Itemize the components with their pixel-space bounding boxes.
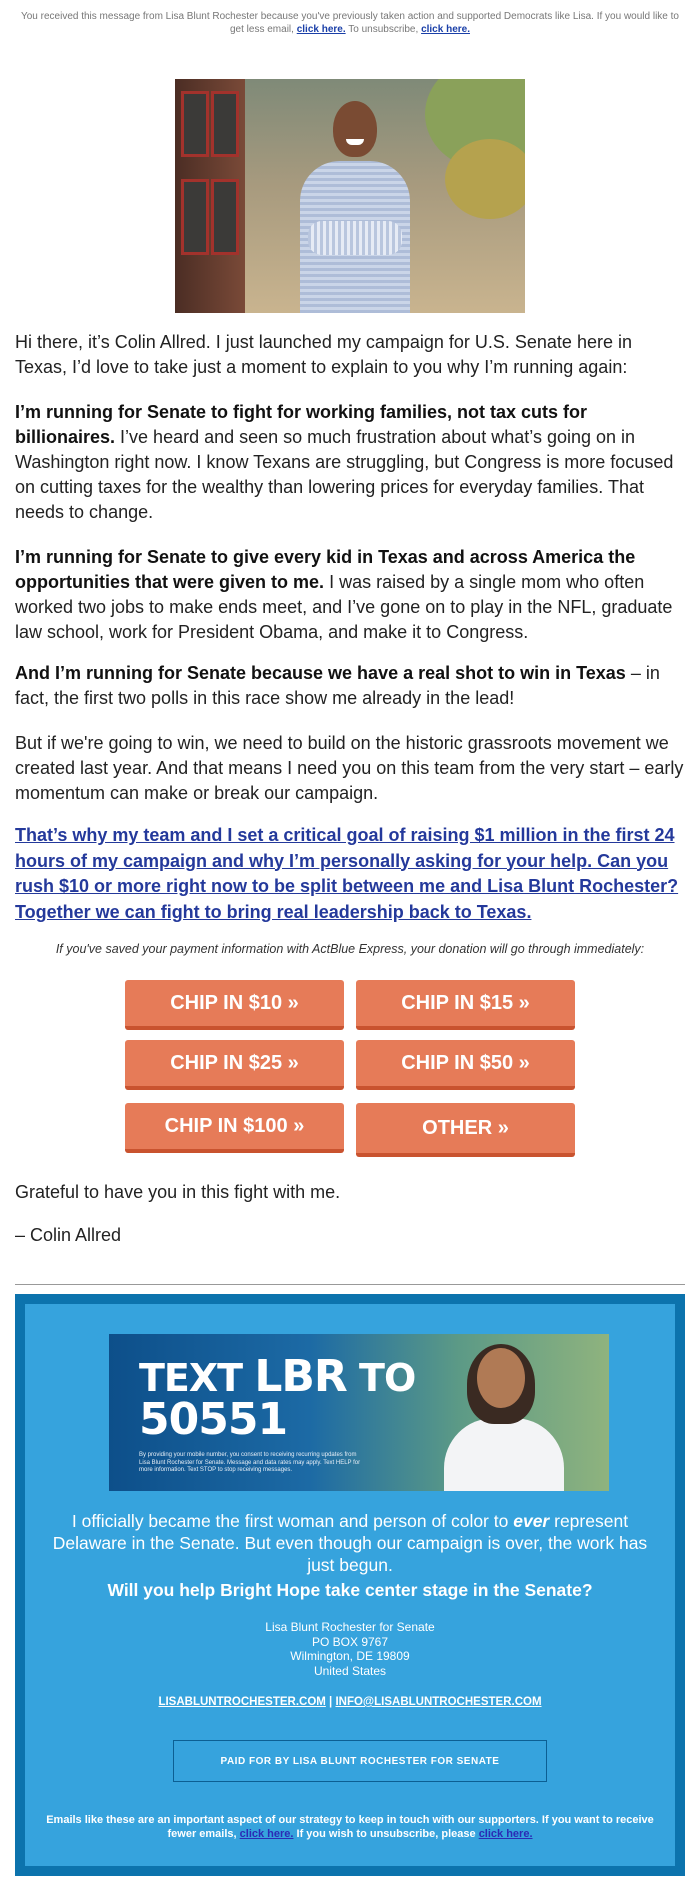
link-separator: | <box>325 1696 336 1708</box>
banner-fine-print: By providing your mobile number, you consent to receiving recurring updates from Lisa Blunt Rochester for Senate. Message and data rates may apply. Text HELP for more information. Text STOP to stop receiving messages. <box>139 1452 361 1473</box>
unsubscribe-text: Emails like these are an important aspect of our strategy to keep in touch with our supporters. If you want to receive fewer emails, <box>46 1814 654 1840</box>
address-line: Lisa Blunt Rochester for Senate <box>265 1620 435 1634</box>
hero-photo <box>175 79 525 313</box>
address-line: Wilmington, DE 19809 <box>290 1649 410 1663</box>
unsubscribe-link[interactable]: click here. <box>421 24 470 35</box>
preheader <box>20 10 680 36</box>
banner-shortcode: 50551 <box>139 1394 288 1445</box>
paragraph-text: – in fact, the first two polls in this race show me already in the lead! <box>15 663 660 708</box>
signature: – Colin Allred <box>15 1225 122 1245</box>
address-line: PO BOX 9767 <box>311 1634 389 1649</box>
photo-window <box>181 91 209 157</box>
paid-for-disclaimer: PAID FOR BY LISA BLUNT ROCHESTER FOR SENATE <box>173 1740 547 1782</box>
other-amount-button[interactable]: OTHER » <box>356 1103 575 1157</box>
intro-paragraph: Hi there, it’s Colin Allred. I just launched my campaign for U.S. Senate here in Texas, I’d love to take just a moment to explain to you why I’m running again: <box>15 332 632 377</box>
chip-in-10-button[interactable]: CHIP IN $10 » <box>125 980 344 1030</box>
banner-headline <box>139 1351 416 1445</box>
banner-text: TEXT <box>139 1356 255 1400</box>
chip-in-100-button[interactable]: CHIP IN $100 » <box>125 1103 344 1153</box>
paragraph-bold: I’m running for Senate to fight for working families, not tax cuts for billionaires. <box>15 402 588 447</box>
mailing-address <box>45 1620 655 1678</box>
paragraph-grassroots: But if we're going to win, we need to build on the historic grassroots movement we created last year. And that means I need you on this team from the very start – early momentum can make or break our campaign. <box>15 733 684 803</box>
paragraph-working-families <box>15 400 685 525</box>
closing-line: Grateful to have you in this fight with me. <box>15 1182 341 1202</box>
paragraph-bold: I’m running for Senate to give every kid in Texas and across America the opportunities that were given to me. <box>15 547 636 592</box>
banner-photo-person <box>439 1348 569 1491</box>
footer-message-emphasis: ever <box>513 1511 550 1531</box>
address-line: United States <box>313 1663 387 1678</box>
donate-cta-link[interactable]: That’s why my team and I set a critical goal of raising $1 million in the first 24 hours of my campaign and why I’m personally asking for your help. Can you rush $10 or more right now to be split between me and Lisa Blunt Rochester? Together we can fight to bring real leadership back to Texas. <box>15 825 679 922</box>
divider <box>15 1284 685 1285</box>
footer-message <box>45 1510 655 1576</box>
unsubscribe-text: If you wish to unsubscribe, please <box>296 1827 476 1840</box>
footer <box>15 1294 685 1876</box>
footer-links <box>45 1696 655 1708</box>
text-to-join-banner[interactable] <box>109 1334 609 1491</box>
fewer-emails-link[interactable]: click here. <box>239 1827 294 1840</box>
photo-person <box>300 101 410 313</box>
less-email-link[interactable]: click here. <box>296 24 346 35</box>
chip-in-15-button[interactable]: CHIP IN $15 » <box>356 980 575 1030</box>
footer-unsubscribe-link[interactable]: click here. <box>478 1827 533 1840</box>
website-link[interactable]: LISABLUNTROCHESTER.COM <box>158 1696 326 1708</box>
photo-window <box>211 179 239 255</box>
banner-keyword: LBR <box>254 1351 347 1402</box>
email-link[interactable]: INFO@LISABLUNTROCHESTER.COM <box>335 1696 542 1708</box>
chip-in-25-button[interactable]: CHIP IN $25 » <box>125 1040 344 1090</box>
chip-in-50-button[interactable]: CHIP IN $50 » <box>356 1040 575 1090</box>
footer-unsubscribe <box>45 1814 655 1841</box>
photo-window <box>211 91 239 157</box>
footer-message-text: represent Delaware in the Senate. But even though our campaign is over, the work has just begun. <box>52 1511 648 1575</box>
preheader-text: You received this message from Lisa Blunt Rochester because you've previously taken action and supported Democrats like Lisa. If you would like to get less email, <box>20 11 679 35</box>
banner-text: TO <box>346 1356 416 1400</box>
paragraph-bold: And I’m running for Senate because we have a real shot to win in Texas <box>15 663 626 683</box>
photo-window <box>181 179 209 255</box>
actblue-note: If you've saved your payment information with ActBlue Express, your donation will go through immediately: <box>55 942 645 956</box>
paragraph-text: I was raised by a single mom who often worked two jobs to make ends meet, and I’ve gone on to play in the NFL, graduate law school, work for President Obama, and make it to Congress. <box>15 572 673 642</box>
footer-ask: Will you help Bright Hope take center stage in the Senate? <box>107 1580 593 1600</box>
photo-tree <box>445 139 525 219</box>
preheader-unsub-text: To unsubscribe, <box>348 24 419 35</box>
footer-panel <box>25 1304 675 1866</box>
paragraph-opportunities <box>15 545 685 645</box>
footer-message-text: I officially became the first woman and person of color to <box>71 1511 509 1531</box>
paragraph-real-shot <box>15 661 685 711</box>
paragraph-text: I’ve heard and seen so much frustration about what’s going on in Washington right now. I know Texans are struggling, but Congress is more focused on cutting taxes for the wealthy than lowering prices for everyday families. That needs to change. <box>15 427 674 522</box>
